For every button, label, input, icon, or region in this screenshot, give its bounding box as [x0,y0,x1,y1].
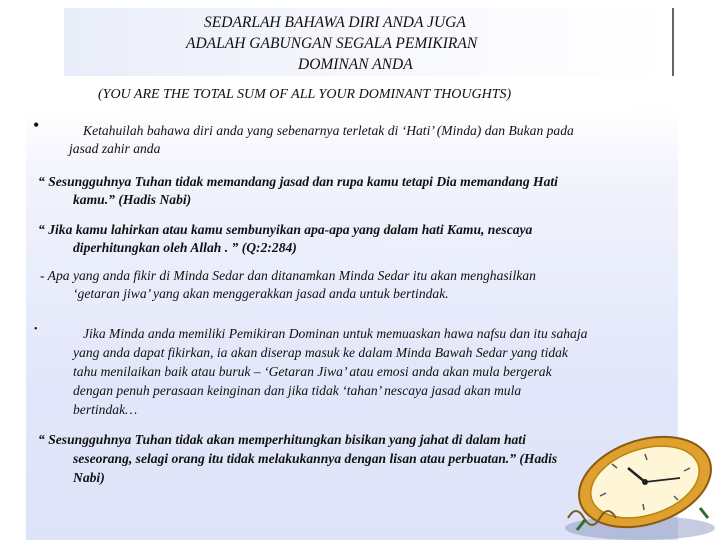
title-box [64,8,674,76]
dash-item-line-1: - Apa yang anda fikir di Minda Sedar dan ditanamkan Minda Sedar itu akan menghasilkan [40,268,536,283]
bullet-2-symbol: • [34,324,38,335]
dash-item-line-2: ‘getaran jiwa’ yang akan menggerakkan jasad anda untuk bertindak. [73,286,449,301]
clock-icon [540,420,720,540]
bullet-1-symbol: • [33,115,40,135]
bullet-1-line-1: Ketahuilah bahawa diri anda yang sebenarnya terletak di ‘Hati’ (Minda) dan Bukan pada [83,123,574,138]
title-line-2: ADALAH GABUNGAN SEGALA PEMIKIRAN [186,35,478,52]
title-line-1: SEDARLAH BAHAWA DIRI ANDA JUGA [204,14,466,31]
bullet-2-line-2: yang anda dapat fikirkan, ia akan diserap masuk ke dalam Minda Bawah Sedar yang tidak [73,345,568,360]
quote-3-line-1: “ Sesungguhnya Tuhan tidak akan memperhitungkan bisikan yang jahat di dalam hati [38,432,526,447]
bullet-2-line-4: dengan penuh perasaan keinginan dan jika tidak ‘tahan’ nescaya jasad akan mula [73,383,522,398]
quote-2-line-1: “ Jika kamu lahirkan atau kamu sembunyikan apa-apa yang dalam hati Kamu, nescaya [38,222,533,237]
quote-3-line-3: Nabi) [73,470,105,485]
quote-3-line-2: seseorang, selagi orang itu tidak melakukannya dengan lisan atau perbuatan.” (Hadis [73,451,558,466]
title-line-3: DOMINAN ANDA [298,56,413,73]
bullet-2-line-1: Jika Minda anda memiliki Pemikiran Dominan untuk memuaskan hawa nafsu dan itu sahaja [83,326,588,341]
quote-1-line-2: kamu.” (Hadis Nabi) [73,192,192,207]
quote-1-line-1: “ Sesungguhnya Tuhan tidak memandang jasad dan rupa kamu tetapi Dia memandang Hati [38,174,558,189]
subtitle: (YOU ARE THE TOTAL SUM OF ALL YOUR DOMINANT THOUGHTS) [98,87,512,102]
quote-2-line-2: diperhitungkan oleh Allah . ” (Q:2:284) [73,240,297,255]
bullet-2-line-5: bertindak… [73,402,138,417]
bullet-2-line-3: tahu menilaikan baik atau buruk – ‘Getaran Jiwa’ atau emosi anda akan mula bergerak [73,364,552,379]
bullet-1-line-2: jasad zahir anda [69,141,161,156]
